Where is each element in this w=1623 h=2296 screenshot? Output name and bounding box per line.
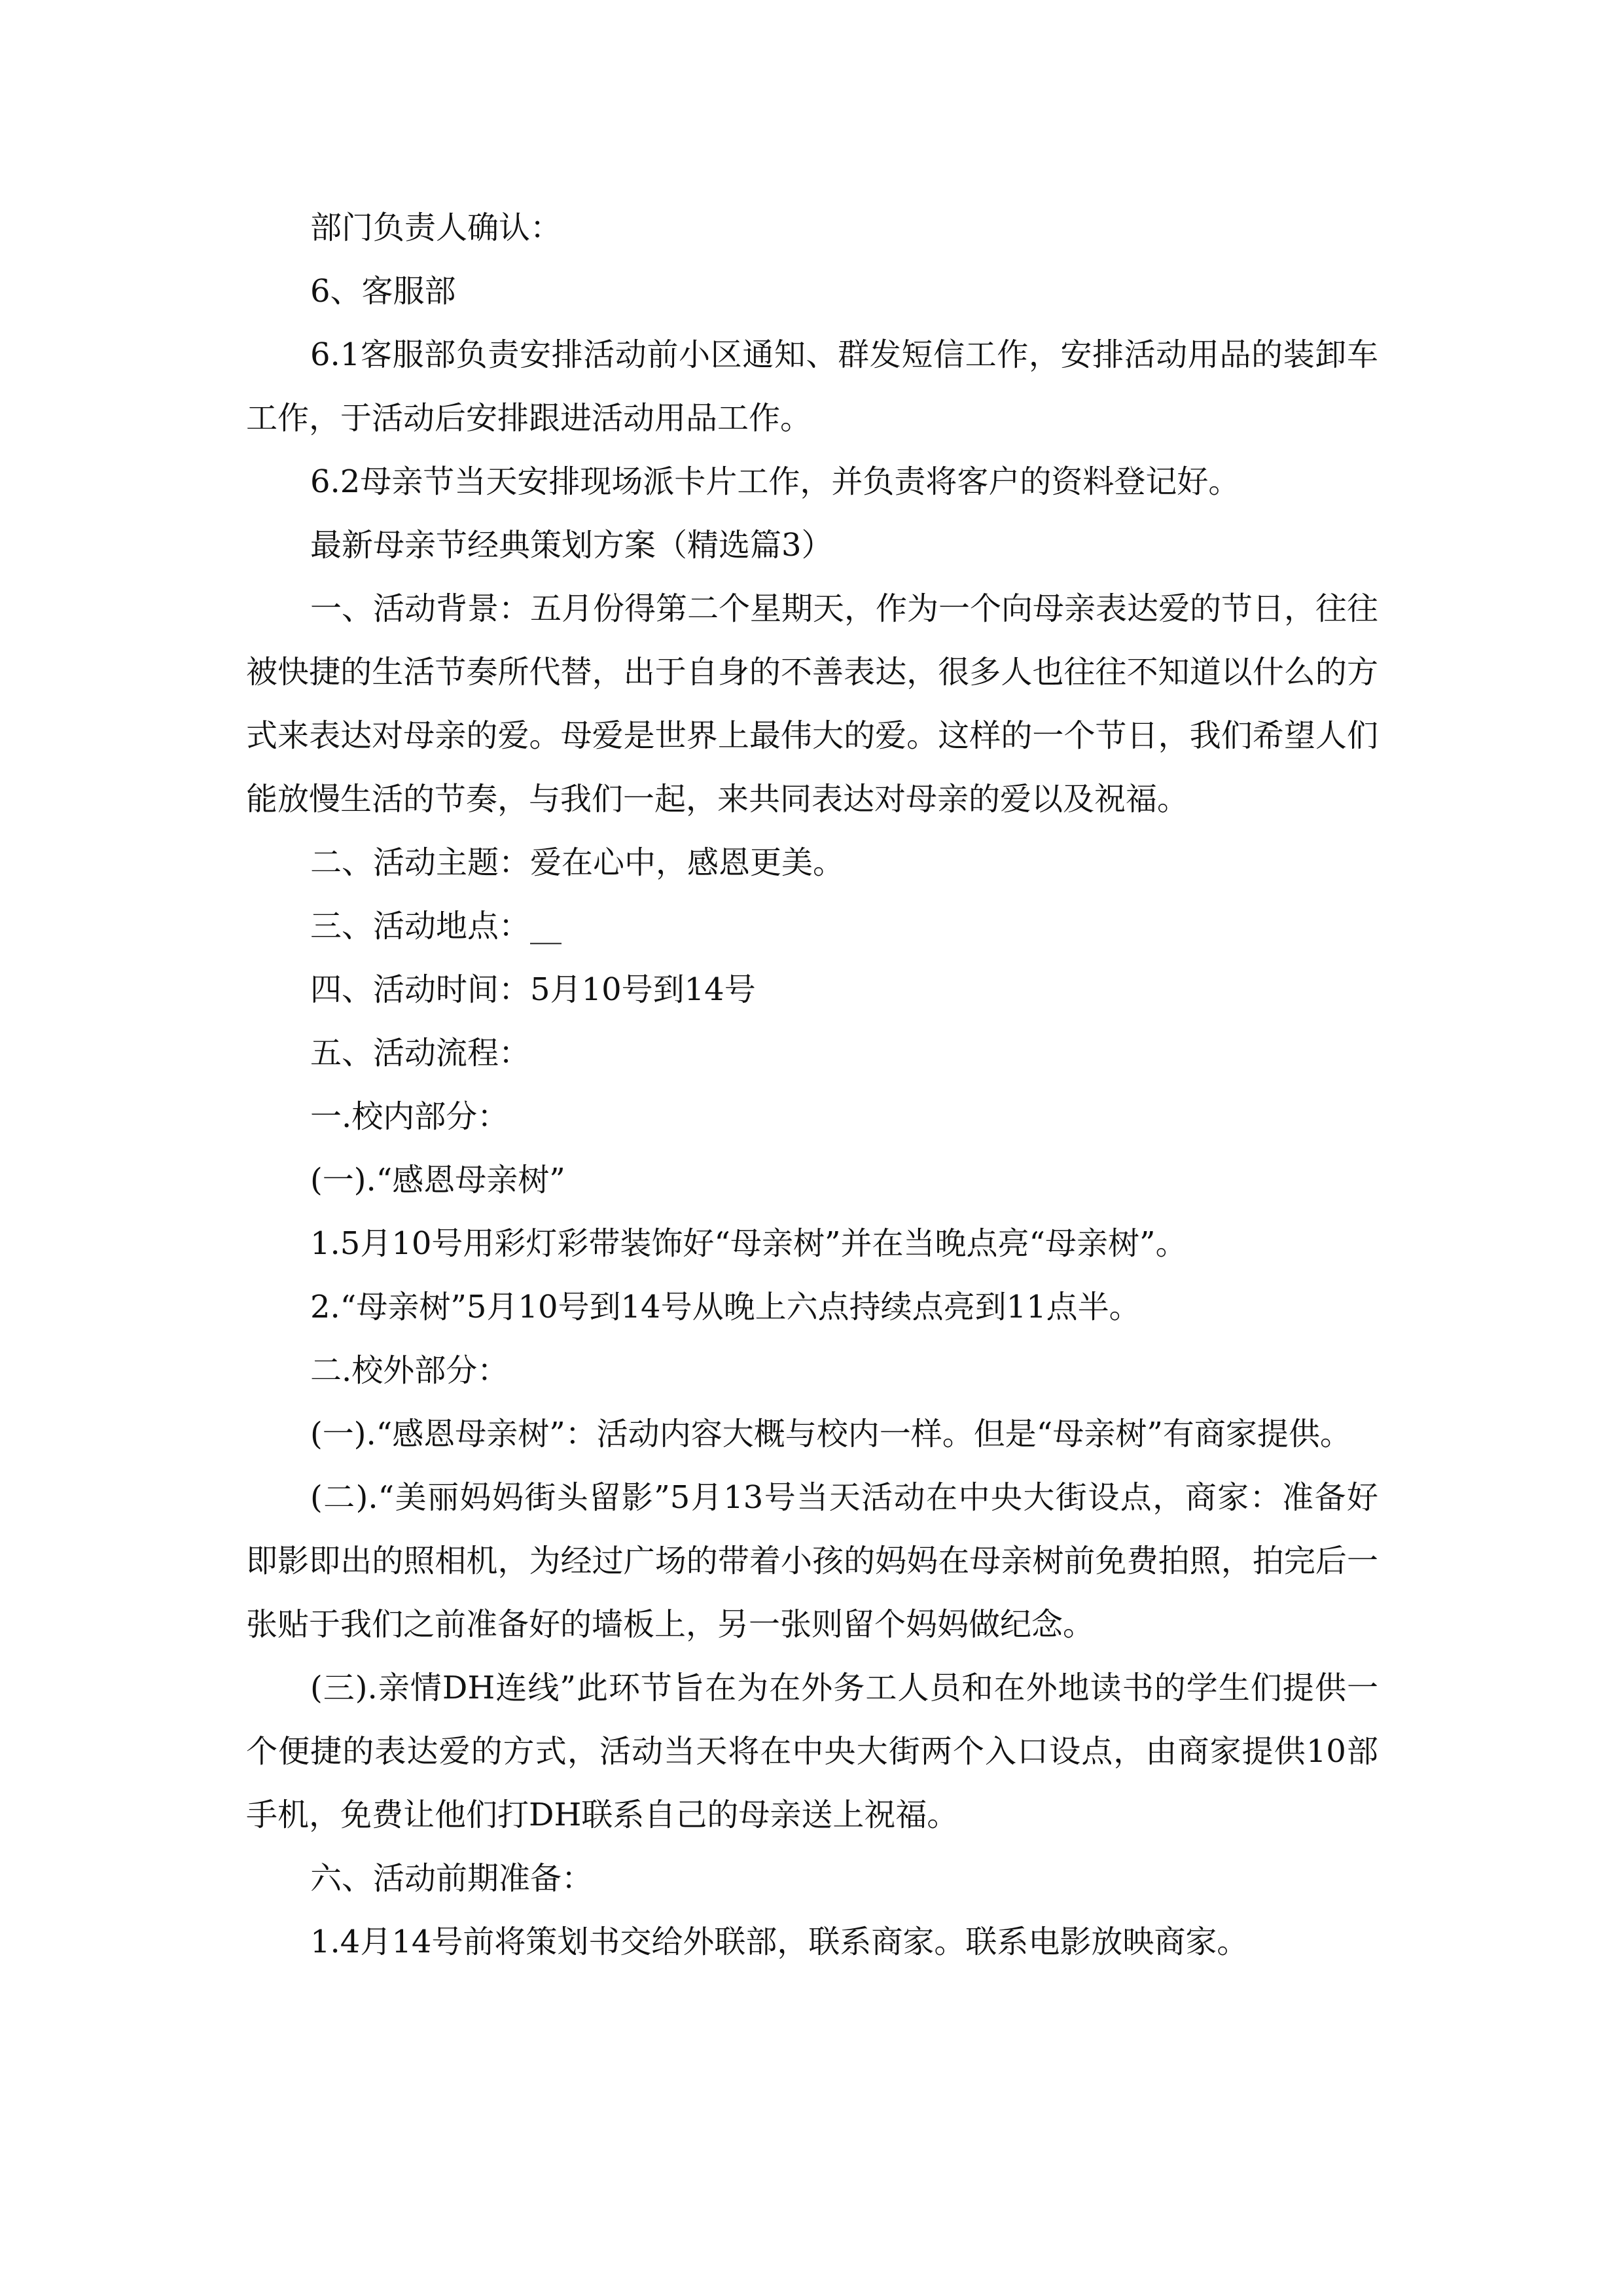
- paragraph-gratitude-tree: (一).“感恩母亲树”: [310, 1162, 565, 1198]
- paragraph-preparation-1: 1.4月14号前将策划书交给外联部，联系商家。联系电影放映商家。: [310, 1924, 1249, 1960]
- paragraph-heading-customer-service: 6、客服部: [310, 273, 456, 310]
- paragraph-off-campus: 二.校外部分：: [310, 1352, 509, 1389]
- paragraph-item-2: 2.“母亲树”5月10号到14号从晚上六点持续点亮到11点半。: [310, 1289, 1141, 1325]
- paragraph-location: 三、活动地点：__: [310, 908, 562, 944]
- section-title: 最新母亲节经典策划方案（精选篇3）: [310, 527, 833, 564]
- paragraph-item-1: 1.5月10号用彩灯彩带装饰好“母亲树”并在当晚点亮“母亲树”。: [310, 1225, 1187, 1262]
- paragraph-background: 一、活动背景：五月份得第二个星期天，作为一个向母亲表达爱的节日，往往被快捷的生活节奏所代替，出于自身的不善表达，很多人也往往不知道以什么的方式来表达对母亲的爱。母爱是世界上最伟大的爱。这样的一个节日，我们希望人们能放慢生活的节奏，与我们一起，来共同表达对母亲的爱以及祝福。: [246, 590, 1379, 817]
- document-body: [246, 196, 1378, 1974]
- paragraph-on-campus: 一.校内部分：: [310, 1098, 509, 1135]
- paragraph-theme: 二、活动主题：爱在心中，感恩更美。: [310, 844, 845, 881]
- paragraph-preparation-heading: 六、活动前期准备：: [310, 1860, 594, 1897]
- paragraph-dept-confirm: 部门负责人确认：: [310, 209, 562, 246]
- paragraph-process-heading: 五、活动流程：: [310, 1035, 531, 1071]
- paragraph-6-2: 6.2母亲节当天安排现场派卡片工作，并负责将客户的资料登记好。: [310, 463, 1240, 500]
- paragraph-time: 四、活动时间：5月10号到14号: [310, 971, 756, 1008]
- paragraph-off-campus-1: (一).“感恩母亲树”：活动内容大概与校内一样。但是“母亲树”有商家提供。: [310, 1416, 1351, 1452]
- paragraph-off-campus-3: (三).亲情DH连线”此环节旨在为在外务工人员和在外地读书的学生们提供一个便捷的表达爱的方式，活动当天将在中央大街两个入口设点，由商家提供10部手机，免费让他们打DH联系自己的母亲送上祝福。: [246, 1670, 1378, 1833]
- paragraph-6-1: 6.1客服部负责安排活动前小区通知、群发短信工作，安排活动用品的装卸车工作，于活动后安排跟进活动用品工作。: [246, 336, 1378, 437]
- paragraph-off-campus-2: (二).“美丽妈妈街头留影”5月13号当天活动在中央大街设点，商家：准备好即影即出的照相机，为经过广场的带着小孩的妈妈在母亲树前免费拍照，拍完后一张贴于我们之前准备好的墙板上，另一张则留个妈妈做纪念。: [246, 1479, 1378, 1643]
